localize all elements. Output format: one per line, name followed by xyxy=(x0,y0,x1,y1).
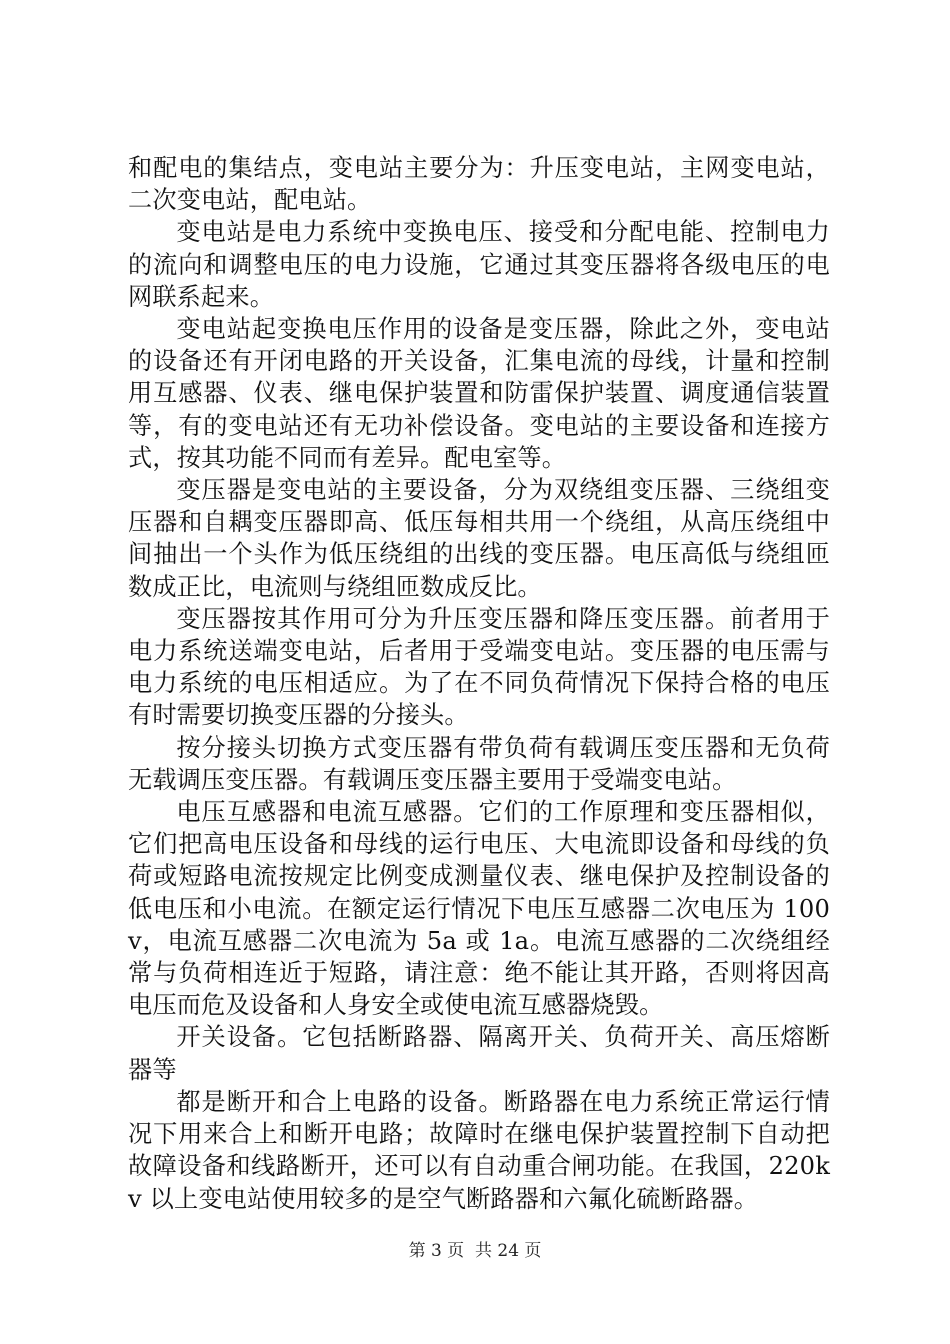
paragraph-instrument-transformers: 电压互感器和电流互感器。它们的工作原理和变压器相似，它们把高电压设备和母线的运行电压、大电流即设备和母线的负荷或短路电流按规定比例变成测量仪表、继电保护及控制设备的低电压和小电流。在额定运行情况下电压互感器二次电压为 100v，电流互感器二次电流为 5a 或 1a。电流互感器的二次绕组经常与负荷相连近于短路，请注意：绝不能让其开路，否则将因高电压而危及设备和人身安全或使电流互感器烧毁。 xyxy=(128,798,830,1020)
paragraph-tap-changer: 按分接头切换方式变压器有带负荷有载调压变压器和无负荷无载调压变压器。有载调压变压器主要用于受端变电站。 xyxy=(128,733,830,794)
paragraph-transformer-function: 变压器按其作用可分为升压变压器和降压变压器。前者用于电力系统送端变电站，后者用于受端变电站。变压器的电压需与电力系统的电压相适应。为了在不同负荷情况下保持合格的电压有时需要切换变压器的分接头。 xyxy=(128,604,830,730)
document-body xyxy=(128,152,830,1215)
paragraph-substation-equipment: 变电站起变换电压作用的设备是变压器，除此之外，变电站的设备还有开闭电路的开关设备，汇集电流的母线，计量和控制用互感器、仪表、继电保护装置和防雷保护装置、调度通信装置等，有的变电站还有无功补偿设备。变电站的主要设备和连接方式，按其功能不同而有差异。配电室等。 xyxy=(128,315,830,472)
paragraph-switchgear: 开关设备。它包括断路器、隔离开关、负荷开关、高压熔断器等 xyxy=(128,1023,830,1084)
paragraph-substation-definition: 变电站是电力系统中变换电压、接受和分配电能、控制电力的流向和调整电压的电力设施，它通过其变压器将各级电压的电网联系起来。 xyxy=(128,218,830,311)
paragraph-continuation: 和配电的集结点，变电站主要分为：升压变电站，主网变电站，二次变电站，配电站。 xyxy=(128,154,830,215)
paragraph-circuit-breakers: 都是断开和合上电路的设备。断路器在电力系统正常运行情况下用来合上和断开电路；故障时在继电保护装置控制下自动把故障设备和线路断开，还可以有自动重合闸功能。在我国，220kv 以上变电站使用较多的是空气断路器和六氟化硫断路器。 xyxy=(128,1087,830,1213)
page-number-label: 第 3 页 共 24 页 xyxy=(408,1241,542,1261)
paragraph-transformer-types: 变压器是变电站的主要设备，分为双绕组变压器、三绕组变压器和自耦变压器即高、低压每相共用一个绕组，从高压绕组中间抽出一个头作为低压绕组的出线的变压器。电压高低与绕组匝数成正比，电流则与绕组匝数成反比。 xyxy=(128,476,830,601)
page-footer xyxy=(0,1240,950,1262)
